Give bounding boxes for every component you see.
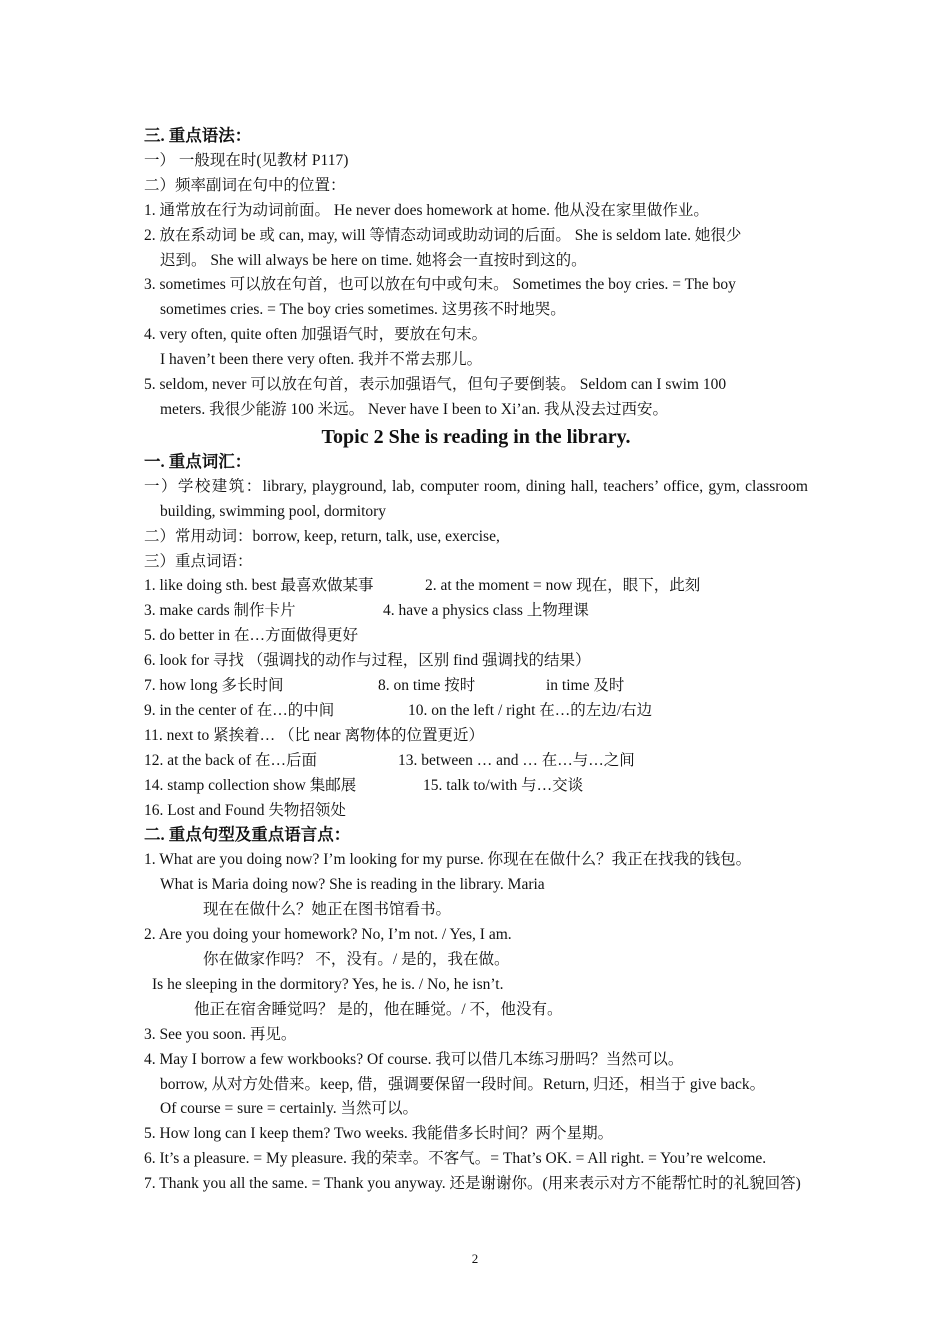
section-heading-vocabulary: 一. 重点词汇： [144,451,252,471]
sentence-1-line-1: 1. What are you doing now? I’m looking for my purse. 你现在在做什么？我正在找我的钱包。 [144,851,752,869]
phrase-row-1 [144,574,808,599]
section-heading-sentences: 二. 重点句型及重点语言点： [144,825,351,845]
sentence-4-line-3: Of course = sure = certainly. 当然可以。 [160,1100,418,1118]
phrase-row-4 [144,699,808,724]
sentence-2-line-4: 他正在宿舍睡觉吗？ 是的，他在睡觉。/ 不，他没有。 [194,1000,563,1018]
section-heading-grammar: 三. 重点语法： [144,126,252,145]
vocab-key-phrases-label: 三）重点词语： [144,552,253,570]
phrase-15: 15. talk to/with 与…交谈 [423,776,584,794]
vocab-school-buildings: 一）学校建筑：library, playground, lab, computer room, dining hall, teachers’ office, gym, classroom building, swimming pool, dormitory [144,477,808,520]
phrase-1: 1. like doing sth. best 最喜欢做某事 [144,577,374,595]
topic-title: Topic 2 She is reading in the library. [321,425,631,448]
sentence-4-line-2: borrow, 从对方处借来。keep, 借，强调要保留一段时间。Return, 归还，相当于 give back。 [160,1075,766,1093]
phrase-11: 11. next to 紧挨着… （比 near 离物体的位置更近） [144,726,484,744]
grammar-item-4-line-1: 4. very often, quite often 加强语气时，要放在句末。 [144,326,488,344]
phrase-8b: in time 及时 [546,677,625,695]
sentence-7: 7. Thank you all the same. = Thank you anyway. 还是谢谢你。(用来表示对方不能帮忙时的礼貌回答) [144,1175,801,1193]
grammar-item-3-line-1: 3. sometimes 可以放在句首，也可以放在句中或句末。 Sometimes the boy cries. = The boy [144,276,736,294]
phrase-row-3 [144,674,808,699]
grammar-point-2: 二）频率副词在句中的位置： [144,176,346,194]
grammar-item-2-line-1: 2. 放在系动词 be 或 can, may, will 等情态动词或助动词的后面。 She is seldom late. 她很少 [144,226,742,244]
phrase-6: 6. look for 寻找 （强调找的动作与过程，区别 find 强调找的结果） [144,652,591,670]
phrase-13: 13. between … and … 在…与…之间 [398,751,635,769]
phrase-row-2 [144,599,808,624]
sentence-2-line-2: 你在做家作吗？ 不，没有。/ 是的，我在做。 [203,951,510,968]
sentence-6: 6. It’s a pleasure. = My pleasure. 我的荣幸。不客气。= That’s OK. = All right. = You’re welcome. [144,1150,767,1168]
grammar-item-5-line-1: 5. seldom, never 可以放在句首，表示加强语气，但句子要倒装。 Seldom can I swim 100 [144,376,727,394]
sentence-1-line-2: What is Maria doing now? She is reading in the library. Maria [160,876,545,894]
sentence-2-line-1: 2. Are you doing your homework? No, I’m not. / Yes, I am. [144,926,512,944]
page-number: 2 [471,1251,479,1266]
phrase-4: 4. have a physics class 上物理课 [383,602,589,620]
sentence-4-line-1: 4. May I borrow a few workbooks? Of course. 我可以借几本练习册吗？当然可以。 [144,1050,684,1068]
grammar-item-3-line-2: sometimes cries. = The boy cries sometimes. 这男孩不时地哭。 [160,301,566,319]
phrase-16: 16. Lost and Found 失物招领处 [144,801,346,819]
phrase-12: 12. at the back of 在…后面 [144,751,318,769]
sentence-5: 5. How long can I keep them? Two weeks. 我能借多长时间？两个星期。 [144,1125,614,1143]
phrase-7: 7. how long 多长时间 [144,677,284,695]
vocab-common-verbs: 二）常用动词：borrow, keep, return, talk, use, exercise, [144,527,500,545]
grammar-point-1: 一） 一般现在时(见教材 P117) [144,151,349,169]
phrase-5: 5. do better in 在…方面做得更好 [144,627,358,645]
grammar-item-4-line-2: I haven’t been there very often. 我并不常去那儿。 [160,351,483,369]
grammar-item-5-line-2: meters. 我很少能游 100 米远。 Never have I been to Xi’an. 我从没去过西安。 [160,400,668,418]
phrase-row-6 [144,774,808,799]
grammar-item-1: 1. 通常放在行为动词前面。 He never does homework at home. 他从没在家里做作业。 [144,201,709,219]
phrase-2: 2. at the moment = now 现在，眼下，此刻 [425,577,701,595]
phrase-9: 9. in the center of 在…的中间 [144,701,335,719]
grammar-item-2-line-2: 迟到。 She will always be here on time. 她将会一直按时到这的。 [160,251,587,269]
phrase-8: 8. on time 按时 [378,677,476,695]
phrase-3: 3. make cards 制作卡片 [144,602,296,620]
sentence-1-line-3: 现在在做什么？她正在图书馆看书。 [203,901,452,919]
phrase-row-5 [144,749,808,774]
phrase-10: 10. on the left / right 在…的左边/右边 [408,701,653,719]
sentence-2-line-3: Is he sleeping in the dormitory? Yes, he is. / No, he isn’t. [152,975,504,993]
phrase-14: 14. stamp collection show 集邮展 [144,776,357,794]
sentence-3: 3. See you soon. 再见。 [144,1025,297,1043]
